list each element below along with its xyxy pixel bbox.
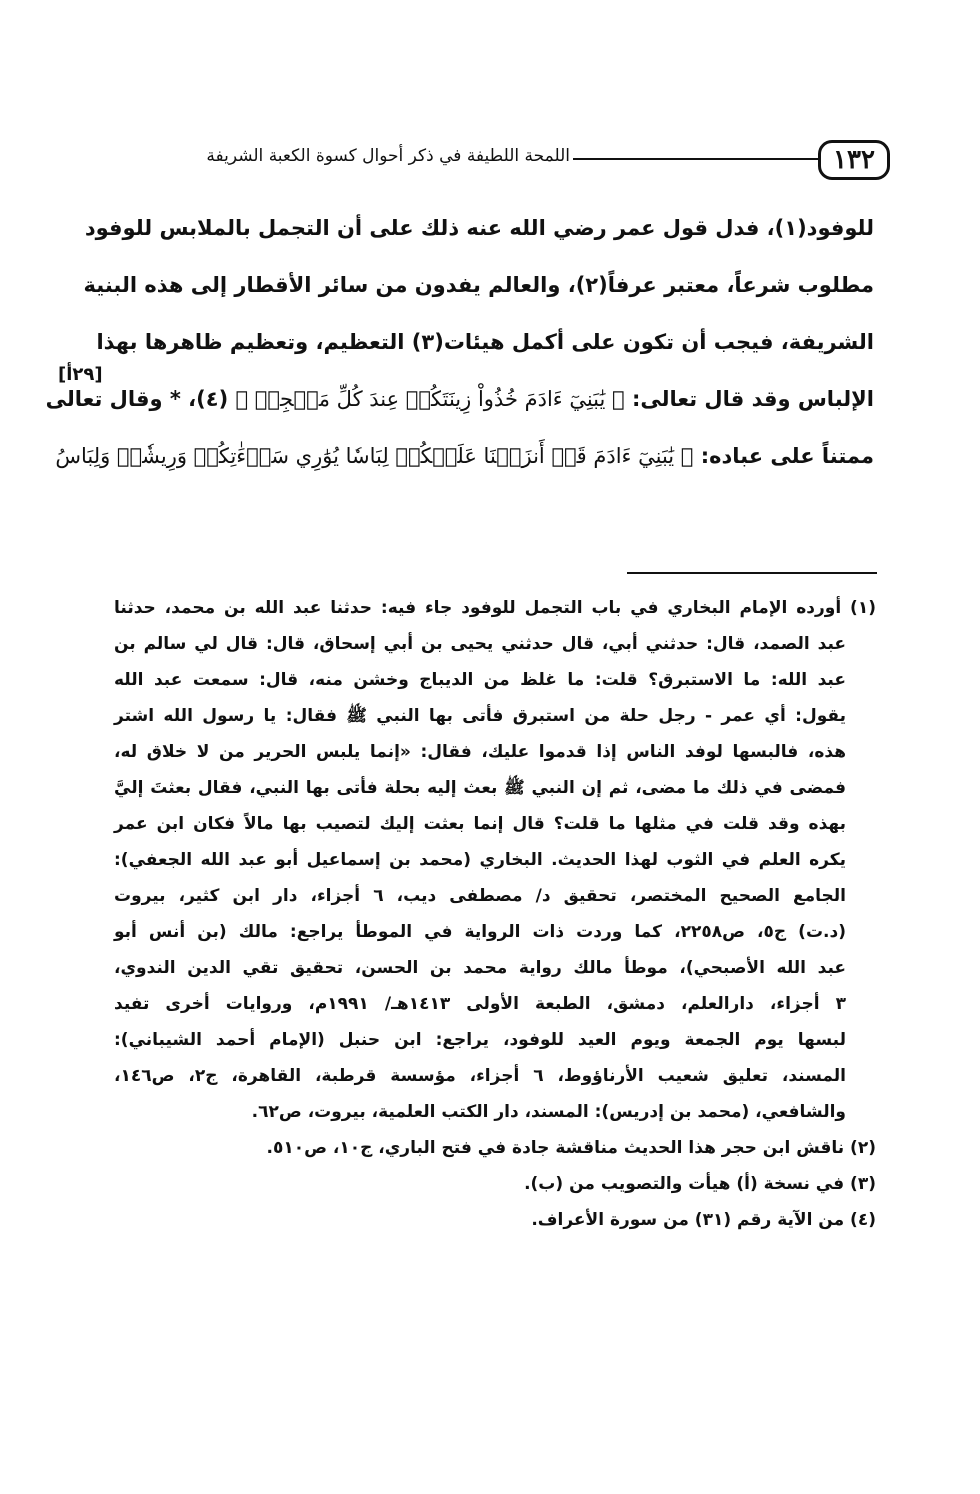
quran-verse: ﴿ يَٰبَنِيٓ ءَادَمَ قَدۡ أَنزَلۡنَا عَلَيۡكُمۡ لِبَاسٗا يُوَٰرِي سَوۡءَٰتِكُمۡ وَرِيشٗاۖ وَلِبَاسُ: [55, 444, 694, 468]
footnotes: [114, 590, 876, 1238]
header-rule: [573, 158, 818, 160]
footnote-line: عبد الله: ما الاستبرق؟ قلت: ما غلظ من الديباج وخشن منه، قال: سمعت عبد الله: [114, 670, 846, 690]
footnote-line: لبسها يوم الجمعة ويوم العيد للوفود، يراجع: ابن حنبل (الإمام أحمد الشيباني):: [114, 1030, 846, 1050]
footnote-line: (د.ت) ج٥، ص٢٢٥٨، كما وردت ذات الرواية في الموطأ يراجع: مالك (بن أنس أبو: [114, 922, 846, 942]
footnote-line: ٣ أجزاء، دارالعلم، دمشق، الطبعة الأولى ١٤١٣هـ/ ١٩٩١م، وروايات أخرى تفيد: [114, 994, 847, 1014]
footnote-line: بهذه وقد قلت في مثلها ما قلت؟ قال إنما بعثت إليك لتصيب بها مالاً فكان ابن عمر: [114, 814, 846, 834]
margin-folio-ref: [٢٩أ]: [58, 364, 103, 385]
main-line: للوفود(١)، فدل قول عمر رضي الله عنه ذلك على أن التجمل بالملابس للوفود: [84, 216, 874, 240]
running-title: اللمحة اللطيفة في ذكر أحوال كسوة الكعبة الشريفة: [206, 146, 570, 166]
main-line-text: (٤)، * وقال تعالى: [45, 387, 229, 411]
footnote-line: يكره العلم في الثوب لهذا الحديث. البخاري (محمد بن إسماعيل أبو عبد الله الجعفي):: [114, 850, 846, 870]
quran-verse: ﴿ يَٰبَنِيٓ ءَادَمَ خُذُواْ زِينَتَكُمۡ عِندَ كُلِّ مَسۡجِدٖ ﴾: [235, 387, 625, 411]
page-header: [100, 140, 890, 184]
footnote-line: عبد الصمد، قال: حدثني أبي، قال حدثني يحيى بن أبي إسحاق، قال: قال لي سالم بن: [114, 634, 846, 654]
footnote-line: يقول: أي عمر - رجل حلة من استبرق فأتى بها النبي ﷺ فقال: يا رسول الله اشتر: [114, 706, 846, 726]
main-line-text: الإلباس وقد قال تعالى:: [631, 387, 874, 411]
footnote-line: والشافعي، (محمد بن إدريس): المسند، دار الكتب العلمية، بيروت، ص٦٢.: [251, 1102, 846, 1122]
footnote-line: عبد الله الأصبحي)، موطأ مالك رواية محمد بن الحسن، تحقيق تقي الدين الندوي،: [114, 958, 846, 978]
main-line: [55, 428, 874, 485]
footnote-line: (٢) ناقش ابن حجر هذا الحديث مناقشة جادة في فتح الباري، ج١٠، ص٥١٠.: [266, 1138, 876, 1158]
footnote-line: فمضى في ذلك ما مضى، ثم إن النبي ﷺ بعث إليه بحلة فأتى بها النبي، فقال بعثتَ إليَّ: [114, 778, 846, 798]
footnote-line: (٤) من الآية رقم (٣١) من سورة الأعراف.: [531, 1210, 876, 1230]
main-line-text: ممتناً على عباده:: [700, 444, 874, 468]
footnote-line: (١) أورده الإمام البخاري في باب التجمل للوفود جاء فيه: حدثنا عبد الله بن محمد، حدثنا: [114, 598, 876, 618]
main-line: مطلوب شرعاً، معتبر عرفاً(٢)، والعالم يفدون من سائر الأقطار إلى هذه البنية: [83, 273, 874, 297]
footnote-line: هذه، فالبسها لوفد الناس إذا قدموا عليك، فقال: «إنما يلبس الحرير من لا خلاق له،: [114, 742, 846, 762]
footnote-separator: [627, 572, 877, 574]
footnote-line: الجامع الصحيح المختصر، تحقيق د/ مصطفى ديب، ٦ أجزاء، دار ابن كثير، بيروت: [114, 886, 846, 906]
footnote-line: المسند، تعليق شعيب الأرناؤوط، ٦ أجزاء، مؤسسة قرطبة، القاهرة، ج٢، ص١٤٦،: [114, 1066, 846, 1086]
footnote-line: (٣) في نسخة (أ) هيأت والتصويب من (ب).: [524, 1174, 876, 1194]
main-line: الشريفة، فيجب أن تكون على أكمل هيئات(٣) التعظيم، وتعظيم ظاهرها بهذا: [96, 330, 874, 354]
page-number: ١٣٢: [818, 140, 890, 180]
